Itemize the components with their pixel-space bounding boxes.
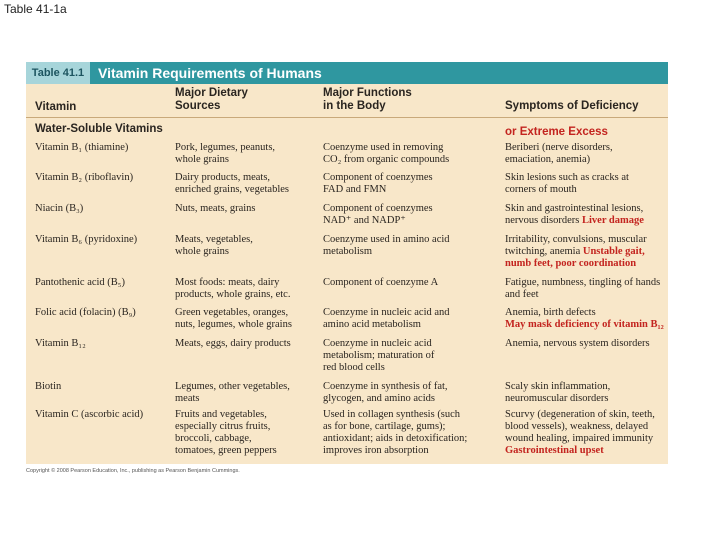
cell-functions: Component of coenzyme A	[323, 277, 439, 288]
excess-text: Unstable gait, numb feet, poor coordination	[505, 246, 645, 269]
cell-vitamin: Pantothenic acid (B₅)	[35, 277, 125, 288]
cell-vitamin: Biotin	[35, 381, 62, 392]
cell-functions: Component of coenzymes FAD and FMN	[323, 172, 433, 195]
cell-vitamin: Vitamin B₂ (riboflavin)	[35, 172, 134, 183]
cell-symptoms	[505, 338, 665, 350]
excess-text: May mask deficiency of vitamin B₁₂	[505, 319, 664, 330]
column-header-symptoms	[505, 87, 639, 138]
deficiency-text: Fatigue, numbness, tingling of hands and feet	[505, 277, 661, 300]
deficiency-text: Anemia, nervous system disorders	[505, 338, 650, 349]
column-header-sources: Major Dietary Sources	[175, 87, 248, 112]
cell-sources: Dairy products, meats, enriched grains, vegetables	[175, 172, 289, 195]
column-header-vitamin: Vitamin	[35, 101, 77, 113]
cell-functions: Component of coenzymes NAD⁺ and NADP⁺	[323, 203, 433, 226]
cell-symptoms	[505, 381, 665, 405]
table-header-bar	[26, 62, 668, 84]
deficiency-text: Anemia, birth defects	[505, 307, 596, 318]
deficiency-text: Beriberi (nerve disorders, emaciation, anemia)	[505, 142, 613, 165]
excess-text: Gastrointestinal upset	[505, 445, 604, 456]
column-header-symptoms-line1: Symptoms of Deficiency	[505, 100, 639, 112]
cell-sources: Legumes, other vegetables, meats	[175, 381, 290, 404]
cell-symptoms	[505, 277, 665, 301]
cell-vitamin: Folic acid (folacin) (B₉)	[35, 307, 136, 318]
cell-symptoms	[505, 203, 665, 227]
cell-sources: Meats, vegetables, whole grains	[175, 234, 253, 257]
cell-symptoms	[505, 172, 665, 196]
table-caption: Vitamin Requirements of Humans	[98, 65, 322, 81]
vitamin-table	[26, 62, 668, 464]
cell-sources: Green vegetables, oranges, nuts, legumes, whole grains	[175, 307, 292, 330]
cell-sources: Pork, legumes, peanuts, whole grains	[175, 142, 276, 165]
cell-sources: Most foods: meats, dairy products, whole grains, etc.	[175, 277, 291, 300]
cell-functions: Coenzyme in nucleic acid metabolism; maturation of red blood cells	[323, 338, 435, 373]
excess-text: Liver damage	[582, 215, 644, 226]
cell-vitamin: Vitamin C (ascorbic acid)	[35, 409, 144, 420]
cell-symptoms	[505, 234, 665, 270]
deficiency-text: Irritability, convulsions, muscular twitching, anemia	[505, 234, 647, 257]
cell-sources: Nuts, meats, grains	[175, 203, 256, 214]
cell-symptoms	[505, 409, 665, 457]
header-divider	[26, 117, 668, 118]
cell-functions: Used in collagen synthesis (such as for bone, cartilage, gums); antioxidant; aids in detoxification; improves iron absorption	[323, 409, 468, 456]
deficiency-text: Scurvy (degeneration of skin, teeth, blood vessels), weakness, delayed wound healing, impaired immunity	[505, 409, 655, 444]
cell-functions: Coenzyme used in amino acid metabolism	[323, 234, 450, 257]
cell-vitamin: Vitamin B₁ (thiamine)	[35, 142, 129, 153]
cell-functions: Coenzyme in nucleic acid and amino acid metabolism	[323, 307, 450, 330]
column-header-symptoms-line2: or Extreme Excess	[505, 126, 608, 138]
cell-vitamin: Vitamin B₆ (pyridoxine)	[35, 234, 138, 245]
copyright-note: Copyright © 2008 Pearson Education, Inc., publishing as Pearson Benjamin Cummings.	[26, 468, 240, 474]
cell-sources: Fruits and vegetables, especially citrus fruits, broccoli, cabbage, tomatoes, green peppers	[175, 409, 277, 456]
cell-symptoms	[505, 142, 665, 166]
cell-vitamin: Niacin (B₃)	[35, 203, 84, 214]
deficiency-text: Skin and gastrointestinal lesions, nervous disorders	[505, 203, 644, 226]
column-header-functions: Major Functions in the Body	[323, 87, 412, 112]
table-number: Table 41.1	[26, 62, 90, 84]
slide-title: Table 41-1a	[4, 2, 67, 16]
cell-functions: Coenzyme in synthesis of fat, glycogen, and amino acids	[323, 381, 448, 404]
cell-vitamin: Vitamin B₁₂	[35, 338, 86, 349]
section-heading: Water-Soluble Vitamins	[35, 123, 163, 135]
deficiency-text: Skin lesions such as cracks at corners of mouth	[505, 172, 629, 195]
cell-functions: Coenzyme used in removing CO₂ from organic compounds	[323, 142, 450, 165]
deficiency-text: Scaly skin inflammation, neuromuscular disorders	[505, 381, 611, 404]
cell-sources: Meats, eggs, dairy products	[175, 338, 291, 349]
cell-symptoms	[505, 307, 665, 331]
